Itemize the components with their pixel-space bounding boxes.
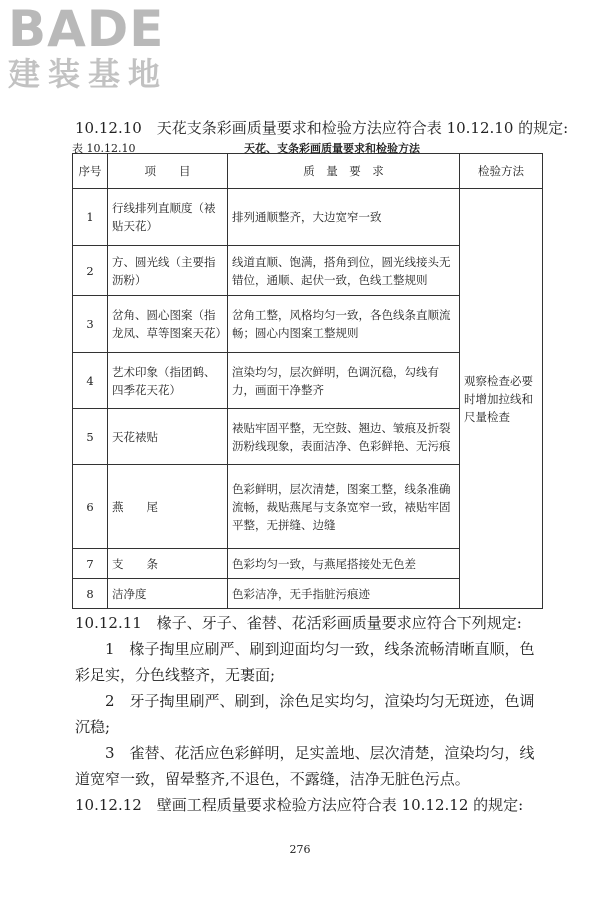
row-no: 2 (73, 246, 108, 296)
clause-item-1: 1 椽子掏里应刷严、刷到迎面均匀一致，线条流畅清晰直顺，色彩足实，分色线整齐，无裹面; (75, 640, 535, 684)
clause-10-12-11: 10.12.11 椽子、牙子、雀替、花活彩画质量要求应符合下列规定: (75, 614, 522, 632)
row-no: 4 (73, 353, 108, 409)
table-header-row (73, 154, 543, 189)
clause-item-3: 3 雀替、花活应色彩鲜明，足实盖地、层次清楚，渲染均匀，线道宽窄一致，留晕整齐,不退色，不露缝，洁净无脏色污点。 (75, 744, 535, 788)
header-quality: 质 量 要 求 (228, 154, 460, 189)
header-method: 检验方法 (460, 154, 543, 189)
row-quality: 色彩鲜明，层次清楚，图案工整，线条准确流畅，裁贴燕尾与支条宽窄一致，裱贴牢固平整，无拼缝、边缝 (228, 465, 460, 549)
row-quality: 渲染均匀，层次鲜明，色调沉稳，勾线有力，画面干净整齐 (228, 353, 460, 409)
row-item: 燕 尾 (108, 465, 228, 549)
row-item: 方、圆光线（主要指沥粉） (108, 246, 228, 296)
row-no: 3 (73, 296, 108, 353)
row-quality: 排列通顺整齐，大边宽窄一致 (228, 189, 460, 246)
row-item: 支 条 (108, 549, 228, 579)
header-item: 项 目 (108, 154, 228, 189)
row-item: 行线排列直顺度（裱贴天花） (108, 189, 228, 246)
logo-subtitle: 建装基地 (8, 55, 169, 93)
row-quality: 色彩洁净，无手指脏污痕迹 (228, 579, 460, 609)
row-item: 岔角、圆心图案（指龙凤、草等图案天花） (108, 296, 228, 353)
row-no: 7 (73, 549, 108, 579)
section-heading: 10.12.10 天花支条彩画质量要求和检验方法应符合表 10.12.10 的规定: (75, 119, 569, 137)
clause-item-2: 2 牙子掏里刷严、刷到，涂色足实均匀，渲染均匀无斑迹，色调沉稳; (75, 692, 535, 736)
table-number: 表 10.12.10 (72, 142, 136, 155)
logo (8, 2, 188, 94)
page-number: 276 (289, 843, 311, 856)
method-cell: 观察检查必要时增加拉线和尺量检查 (460, 189, 543, 609)
row-quality: 线道直顺、饱满，搭角到位，圆光线接头无错位，通顺、起伏一致，色线工整规则 (228, 246, 460, 296)
table-title: 天花、支条彩画质量要求和检验方法 (244, 142, 420, 155)
row-item: 洁净度 (108, 579, 228, 609)
table-row (73, 189, 543, 246)
row-no: 5 (73, 409, 108, 465)
row-quality: 裱贴牢固平整，无空鼓、翘边、皱痕及折裂沥粉线现象，表面洁净、色彩鲜艳、无污痕 (228, 409, 460, 465)
header-no: 序号 (73, 154, 108, 189)
row-quality: 岔角工整，风格均匀一致，各色线条直顺流畅；圆心内图案工整规则 (228, 296, 460, 353)
row-no: 6 (73, 465, 108, 549)
row-quality: 色彩均匀一致，与燕尾搭接处无色差 (228, 549, 460, 579)
row-no: 8 (73, 579, 108, 609)
row-item: 艺术印象（指团鹤、四季花天花） (108, 353, 228, 409)
logo-wordmark: BADE (8, 0, 165, 58)
row-no: 1 (73, 189, 108, 246)
quality-table (72, 153, 543, 609)
clause-10-12-12: 10.12.12 壁画工程质量要求检验方法应符合表 10.12.12 的规定: (75, 796, 524, 814)
body-text (75, 610, 545, 818)
row-item: 天花裱贴 (108, 409, 228, 465)
